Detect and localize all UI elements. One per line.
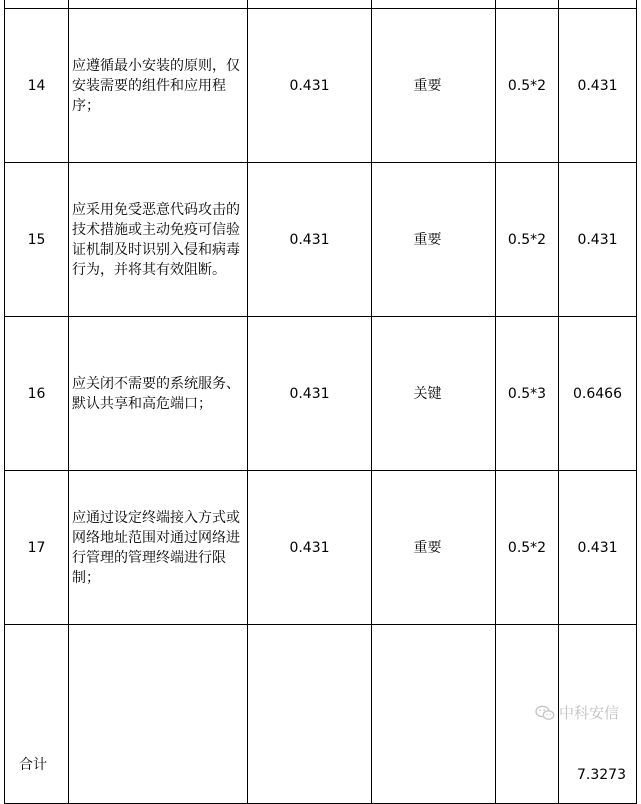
- requirement-text: 应采用免受恶意代码攻击的技术措施或主动免疫可信验证机制及时识别入侵和病毒行为，并将其有效阻断。: [72, 201, 240, 278]
- requirement-text: 应通过设定终端接入方式或网络地址范围对通过网络进行管理的管理终端进行限制；: [72, 509, 240, 586]
- table-cell: [69, 625, 248, 804]
- score-table: [4, 0, 637, 804]
- table-cell: [248, 625, 372, 804]
- score-table-wrapper: [4, 0, 636, 783]
- table-cell: [496, 0, 559, 9]
- importance-text: 关键: [413, 385, 442, 402]
- importance-text: 重要: [413, 539, 442, 556]
- importance-cell: [372, 317, 496, 471]
- watermark: [535, 702, 619, 723]
- total-score: 7.3273: [559, 625, 637, 804]
- table-row-previous: [5, 0, 637, 9]
- weight-cell: 0.5*2: [496, 471, 559, 625]
- importance-cell: [372, 9, 496, 163]
- watermark-text: 中科安信: [558, 704, 619, 722]
- score-cell: 0.431: [559, 471, 637, 625]
- requirement-cell: [69, 9, 248, 163]
- row-number: 14: [5, 9, 69, 163]
- importance-text: 重要: [413, 77, 442, 94]
- weight-cell: 0.5*3: [496, 317, 559, 471]
- table-row: [5, 163, 637, 317]
- importance-cell: [372, 163, 496, 317]
- value-cell: 0.431: [248, 317, 372, 471]
- table-cell: [248, 0, 372, 9]
- value-cell: 0.431: [248, 163, 372, 317]
- score-cell: 0.6466: [559, 317, 637, 471]
- wechat-icon: [535, 705, 555, 721]
- requirement-cell: [69, 163, 248, 317]
- weight-cell: 0.5*2: [496, 163, 559, 317]
- requirement-cell: [69, 317, 248, 471]
- row-number: 16: [5, 317, 69, 471]
- table-cell: [372, 0, 496, 9]
- weight-cell: 0.5*2: [496, 9, 559, 163]
- table-row: [5, 317, 637, 471]
- requirement-text: 应关闭不需要的系统服务、默认共享和高危端口；: [72, 375, 240, 412]
- row-number: 17: [5, 471, 69, 625]
- table-row: [5, 471, 637, 625]
- table-cell: [69, 0, 248, 9]
- table-cell: [372, 625, 496, 804]
- score-cell: 0.431: [559, 163, 637, 317]
- value-cell: 0.431: [248, 9, 372, 163]
- table-cell: [5, 0, 69, 9]
- requirement-text: 应遵循最小安装的原则，仅安装需要的组件和应用程序；: [72, 57, 240, 114]
- importance-text: 重要: [413, 231, 442, 248]
- requirement-cell: [69, 471, 248, 625]
- table-row: [5, 9, 637, 163]
- row-number: 15: [5, 163, 69, 317]
- table-cell: [559, 0, 637, 9]
- importance-cell: [372, 471, 496, 625]
- total-label: 合计: [5, 625, 69, 804]
- value-cell: 0.431: [248, 471, 372, 625]
- score-cell: 0.431: [559, 9, 637, 163]
